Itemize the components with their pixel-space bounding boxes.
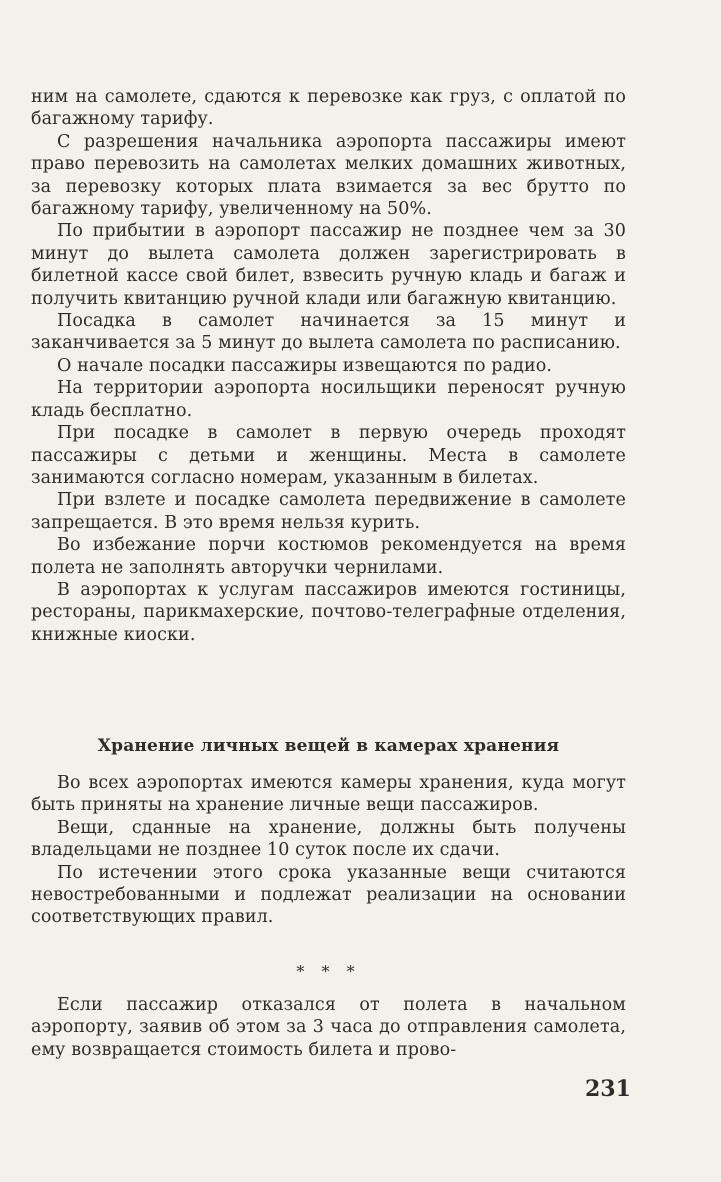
paragraph-storage: Во всех аэропортах имеются камеры хранения, куда могут быть приняты на хранение личные вещи пассажиров. — [31, 773, 626, 816]
paragraph-takeoff-rules: При взлете и посадке самолета передвижение в самолете запрещается. В это время нельзя курить. — [31, 490, 626, 533]
section-1-text — [31, 86, 626, 646]
paragraph-unclaimed: По истечении этого срока указанные вещи считаются невостребованными и подлежат реализации на основании соответствующих правил. — [31, 862, 626, 928]
paragraph-services: В аэропортах к услугам пассажиров имеются гостиницы, рестораны, парикмахерские, почтово-телеграфные отделения, книжные киоски. — [31, 579, 626, 645]
page-number: 231 — [585, 1076, 631, 1102]
paragraph-pickup: Вещи, сданные на хранение, должны быть получены владельцами не позднее 10 суток после их сдачи. — [31, 817, 626, 861]
section-heading: Хранение личных вещей в камерах хранения — [97, 736, 560, 756]
section-2-text — [31, 772, 626, 929]
paragraph-pens: Во избежание порчи костюмов рекомендуется на время полета не заполнять авторучки чернилами. — [31, 535, 626, 578]
section-3-text — [31, 994, 626, 1061]
paragraph-porters: На территории аэропорта носильщики переносят ручную кладь бесплатно. — [31, 378, 626, 421]
section-separator: * * * — [296, 962, 361, 981]
paragraph-refund: Если пассажир отказался от полета в начальном аэропорту, заявив об этом за 3 часа до отправления самолета, ему возвращается стоимость билета и прово- — [31, 995, 626, 1060]
paragraph-pets: С разрешения начальника аэропорта пассажиры имеют право перевозить на самолетах мелких домашних животных, за перевозку которых плата взимается за вес брутто по багажному тарифу, увеличенному на 50%. — [31, 131, 626, 220]
paragraph-registration: По прибытии в аэропорт пассажир не позднее чем за 30 минут до вылета самолета должен зарегистрировать в билетной кассе свой билет, взвесить ручную кладь и багаж и получить квитанцию ручной клади или багажную квитанцию. — [31, 221, 626, 309]
continuation-paragraph: ним на самолете, сдаются к перевозке как груз, с оплатой по багажному тарифу. — [31, 87, 626, 130]
paragraph-radio: О начале посадки пассажиры извещаются по радио. — [57, 355, 553, 376]
paragraph-boarding-order: При посадке в самолет в первую очередь проходят пассажиры с детьми и женщины. Места в самолете занимаются согласно номерам, указанным в билетах. — [31, 423, 626, 488]
paragraph-boarding-time: Посадка в самолет начинается за 15 минут и заканчивается за 5 минут до вылета самолета по расписанию. — [31, 311, 626, 354]
